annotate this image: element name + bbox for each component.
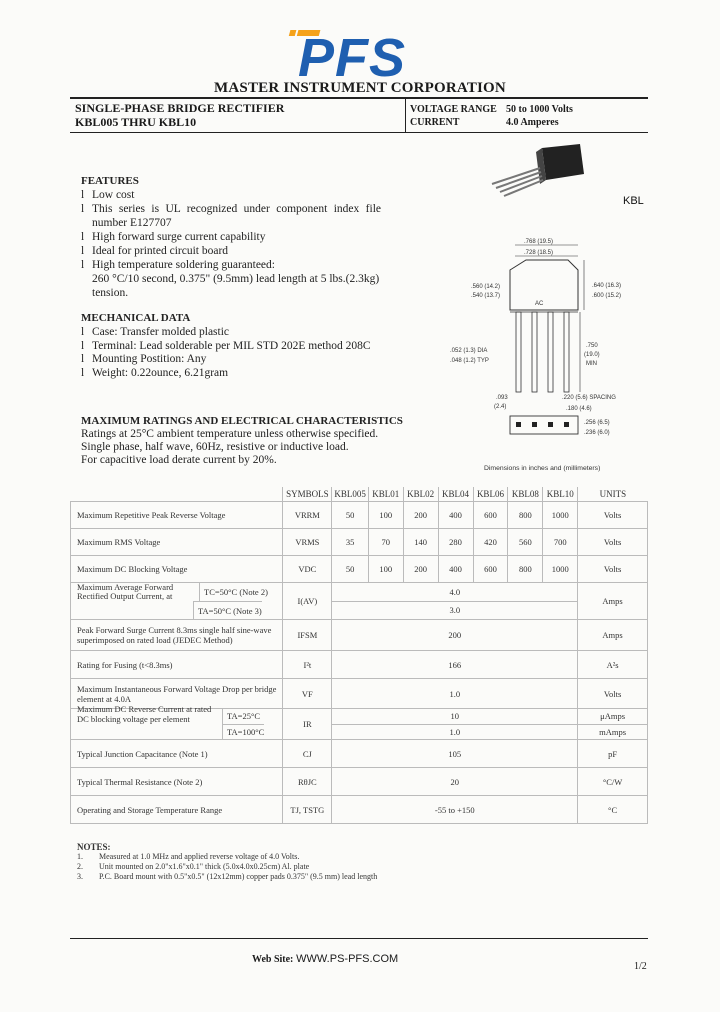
ir-desc: Maximum DC Reverse Current at rated DC blocking voltage per element [77, 704, 212, 724]
row-desc: Rating for Fusing (t<8.3ms) [71, 651, 283, 679]
dim-min-a: .093 [496, 395, 508, 401]
row-unit: pF [578, 740, 648, 768]
feature-item: l Low cost [81, 188, 381, 202]
mechanical-item: l Mounting Postition: Any [81, 353, 401, 367]
table-row [71, 620, 648, 651]
dim-spacing: .220 (5.6) SPACING [562, 395, 616, 401]
row-desc: Maximum Instantaneous Forward Voltage Drop per bridge element at 4.0A [71, 679, 283, 709]
pfs-logo [282, 24, 452, 88]
row-value: 70 [368, 529, 403, 556]
features-section [81, 174, 381, 300]
header-bottom-rule [70, 132, 648, 133]
mechanical-section [81, 312, 401, 381]
row-unit: Volts [578, 529, 648, 556]
header-cell: KBL06 [473, 487, 508, 502]
row-value: 400 [438, 502, 473, 529]
dim-ac: AC [535, 301, 544, 307]
row-unit: °C/W [578, 768, 648, 796]
row-symbol: RθJC [283, 768, 332, 796]
page-number: 1/2 [634, 961, 647, 972]
table-row [71, 651, 648, 679]
note-text: Measured at 1.0 MHz and applied reverse voltage of 4.0 Volts. [99, 852, 300, 861]
row-symbol: IFSM [283, 620, 332, 651]
row-value: 560 [508, 529, 543, 556]
table-header-row [71, 487, 648, 502]
ir-cond2: TA=100°C [222, 724, 264, 740]
row-value: 50 [332, 502, 369, 529]
website-line [252, 953, 398, 965]
header-cell: KBL04 [438, 487, 473, 502]
ratings-box [410, 103, 573, 129]
row-symbol: TJ, TSTG [283, 796, 332, 824]
package-photo [492, 144, 584, 196]
feature-item: l High forward surge current capability [81, 230, 381, 244]
spec-table [70, 487, 648, 824]
product-title-line2: KBL005 THRU KBL10 [75, 115, 197, 129]
row-value: 1.0 [332, 679, 578, 709]
row-unit: Volts [578, 679, 648, 709]
ir-value1: 10 [332, 709, 578, 725]
feature-item: l High temperature soldering guaranteed: [81, 258, 381, 272]
table-row [71, 583, 648, 602]
table-row [71, 796, 648, 824]
row-unit: °C [578, 796, 648, 824]
row-desc: Typical Thermal Resistance (Note 2) [71, 768, 283, 796]
note-item [77, 872, 637, 882]
mechanical-item: l Weight: 0.22ounce, 6.21gram [81, 367, 401, 381]
row-value: 800 [508, 502, 543, 529]
header-cell: KBL02 [403, 487, 438, 502]
row-value: 700 [543, 529, 578, 556]
current-label: CURRENT [410, 117, 460, 128]
row-symbol: I²t [283, 651, 332, 679]
ir-value2: 1.0 [332, 724, 578, 740]
mechanical-item: l Case: Transfer molded plastic [81, 326, 401, 340]
row-value: 420 [473, 529, 508, 556]
row-value: 166 [332, 651, 578, 679]
row-value: 35 [332, 529, 369, 556]
avg-current-cond2: TA=50°C (Note 3) [193, 601, 262, 620]
max-ratings-line: Single phase, half wave, 60Hz, resistive or inductive load. [81, 441, 349, 453]
row-unit: Amps [578, 620, 648, 651]
max-ratings-section [81, 415, 441, 467]
row-unit: A²s [578, 651, 648, 679]
row-desc: Maximum Repetitive Peak Reverse Voltage [71, 502, 283, 529]
row-value: 400 [438, 556, 473, 583]
row-value: 50 [332, 556, 369, 583]
package-leads [516, 312, 569, 392]
dim-sp2: .180 (4.6) [566, 406, 592, 412]
table-row [71, 768, 648, 796]
ir-symbol: IR [283, 709, 332, 740]
dim-right-a: .640 (16.3) [592, 283, 622, 289]
note-number: 1. [77, 852, 83, 861]
header-cell: SYMBOLS [283, 487, 332, 502]
row-symbol: VF [283, 679, 332, 709]
row-desc: Maximum DC Blocking Voltage [71, 556, 283, 583]
max-ratings-heading: MAXIMUM RATINGS AND ELECTRICAL CHARACTERISTICS [81, 415, 403, 427]
row-symbol: CJ [283, 740, 332, 768]
row-value: 20 [332, 768, 578, 796]
row-unit: Volts [578, 502, 648, 529]
row-symbol: VDC [283, 556, 332, 583]
dim-lead-b: .048 (1.2) TYP [450, 358, 489, 364]
row-desc: Typical Junction Capacitance (Note 1) [71, 740, 283, 768]
dim-right-min: MIN [586, 361, 597, 367]
header-cell: UNITS [578, 487, 648, 502]
avg-current-value2: 3.0 [332, 601, 578, 620]
row-desc: Maximum RMS Voltage [71, 529, 283, 556]
avg-current-symbol: I(AV) [283, 583, 332, 620]
note-item [77, 852, 637, 862]
row-desc: Peak Forward Surge Current 8.3ms single half sine-wave superimposed on rated load (JEDEC Method) [71, 620, 283, 651]
mechanical-heading: MECHANICAL DATA [81, 312, 191, 324]
package-label: KBL [623, 195, 644, 207]
table-row [71, 740, 648, 768]
dim-left-b: .540 (13.7) [471, 293, 501, 299]
package-body [510, 260, 578, 312]
avg-current-value1: 4.0 [332, 583, 578, 602]
footer-rule [70, 938, 648, 939]
mechanical-item: l Terminal: Lead solderable per MIL STD 202E method 208C [81, 340, 401, 354]
package-bottom-view [510, 416, 578, 434]
row-value: 600 [473, 502, 508, 529]
row-value: 200 [403, 502, 438, 529]
row-value: 100 [368, 502, 403, 529]
dim-bot-b: .236 (6.0) [584, 430, 610, 436]
row-value: 200 [332, 620, 578, 651]
note-text: P.C. Board mount with 0.5"x0.5" (12x12mm) copper pads 0.375" (9.5 mm) lead length [99, 872, 378, 881]
header-cell: KBL005 [332, 487, 369, 502]
dim-lead-a: .052 (1.3) DIA [450, 348, 488, 354]
header-blank [71, 487, 283, 502]
features-heading: FEATURES [81, 175, 139, 187]
logo-accent-bar-small [289, 30, 297, 36]
feature-item: l This series is UL recognized under component index file number E127707 [81, 202, 381, 230]
note-item [77, 862, 637, 872]
product-title [75, 101, 284, 129]
row-value: 140 [403, 529, 438, 556]
dim-left-a: .560 (14.2) [471, 284, 501, 290]
note-number: 2. [77, 862, 83, 871]
row-value: 600 [473, 556, 508, 583]
table-row [71, 529, 648, 556]
row-value: 100 [368, 556, 403, 583]
row-value: 1000 [543, 502, 578, 529]
feature-item: l Ideal for printed circuit board [81, 244, 381, 258]
avg-current-desc-cell2 [71, 601, 283, 620]
header-cell: KBL10 [543, 487, 578, 502]
row-value: 280 [438, 529, 473, 556]
ir-desc-cell2 [71, 724, 283, 740]
avg-current-desc-cell [71, 583, 283, 602]
row-desc: Operating and Storage Temperature Range [71, 796, 283, 824]
row-value: -55 to +150 [332, 796, 578, 824]
max-ratings-line: For capacitive load derate current by 20%. [81, 454, 277, 466]
avg-current-unit: Amps [578, 583, 648, 620]
ir-unit1: μAmps [578, 709, 648, 725]
row-value: 800 [508, 556, 543, 583]
ir-cond1: TA=25°C [222, 709, 260, 724]
max-ratings-line: Ratings at 25°C ambient temperature unless otherwise specified. [81, 428, 379, 440]
row-symbol: VRMS [283, 529, 332, 556]
table-row [71, 709, 648, 725]
notes-heading: NOTES: [77, 842, 111, 852]
row-value: 1000 [543, 556, 578, 583]
dim-right-b: .600 (15.2) [592, 293, 622, 299]
current-value: 4.0 Amperes [506, 117, 559, 128]
dim-right-len-mm: (19.0) [584, 352, 600, 358]
package-diagram [450, 140, 650, 480]
website-label: Web Site: [252, 954, 294, 965]
row-value: 105 [332, 740, 578, 768]
voltage-range-label: VOLTAGE RANGE [410, 104, 497, 115]
feature-continuation: 260 °C/10 second, 0.375" (9.5mm) lead length at 5 lbs.(2.3kg) tension. [92, 273, 380, 299]
voltage-range-value: 50 to 1000 Volts [506, 104, 573, 115]
avg-current-desc: Maximum Average Forward Rectified Output Current, at [77, 582, 174, 601]
table-row [71, 601, 648, 620]
dim-min-b: (2.4) [494, 404, 507, 410]
corporation-name: MASTER INSTRUMENT CORPORATION [214, 80, 506, 96]
header-rule [70, 97, 648, 99]
table-row [71, 724, 648, 740]
dim-bot-a: .256 (6.5) [584, 420, 610, 426]
notes-section [77, 842, 637, 882]
note-number: 3. [77, 872, 83, 881]
dim-top-a: .768 (19.5) [524, 239, 554, 245]
logo-text: PFS [298, 28, 407, 88]
ir-unit2: mAmps [578, 724, 648, 740]
ir-desc-cell [71, 704, 283, 725]
row-value: 200 [403, 556, 438, 583]
avg-current-cond1: TC=50°C (Note 2) [199, 583, 268, 601]
note-text: Unit mounted on 2.0"x1.6"x0.1" thick (5.0x4.0x0.25cm) Al. plate [99, 862, 310, 871]
dim-top-b: .728 (18.5) [524, 250, 554, 256]
website-link[interactable]: WWW.PS-PFS.COM [296, 953, 399, 965]
table-row [71, 556, 648, 583]
diagram-caption: Dimensions in inches and (millimeters) [484, 465, 601, 472]
table-row [71, 502, 648, 529]
header-divider [405, 99, 406, 132]
row-symbol: VRRM [283, 502, 332, 529]
product-title-line1: SINGLE-PHASE BRIDGE RECTIFIER [75, 101, 285, 115]
row-unit: Volts [578, 556, 648, 583]
dim-right-len: .750 [586, 343, 598, 349]
header-cell: KBL01 [368, 487, 403, 502]
header-cell: KBL08 [508, 487, 543, 502]
